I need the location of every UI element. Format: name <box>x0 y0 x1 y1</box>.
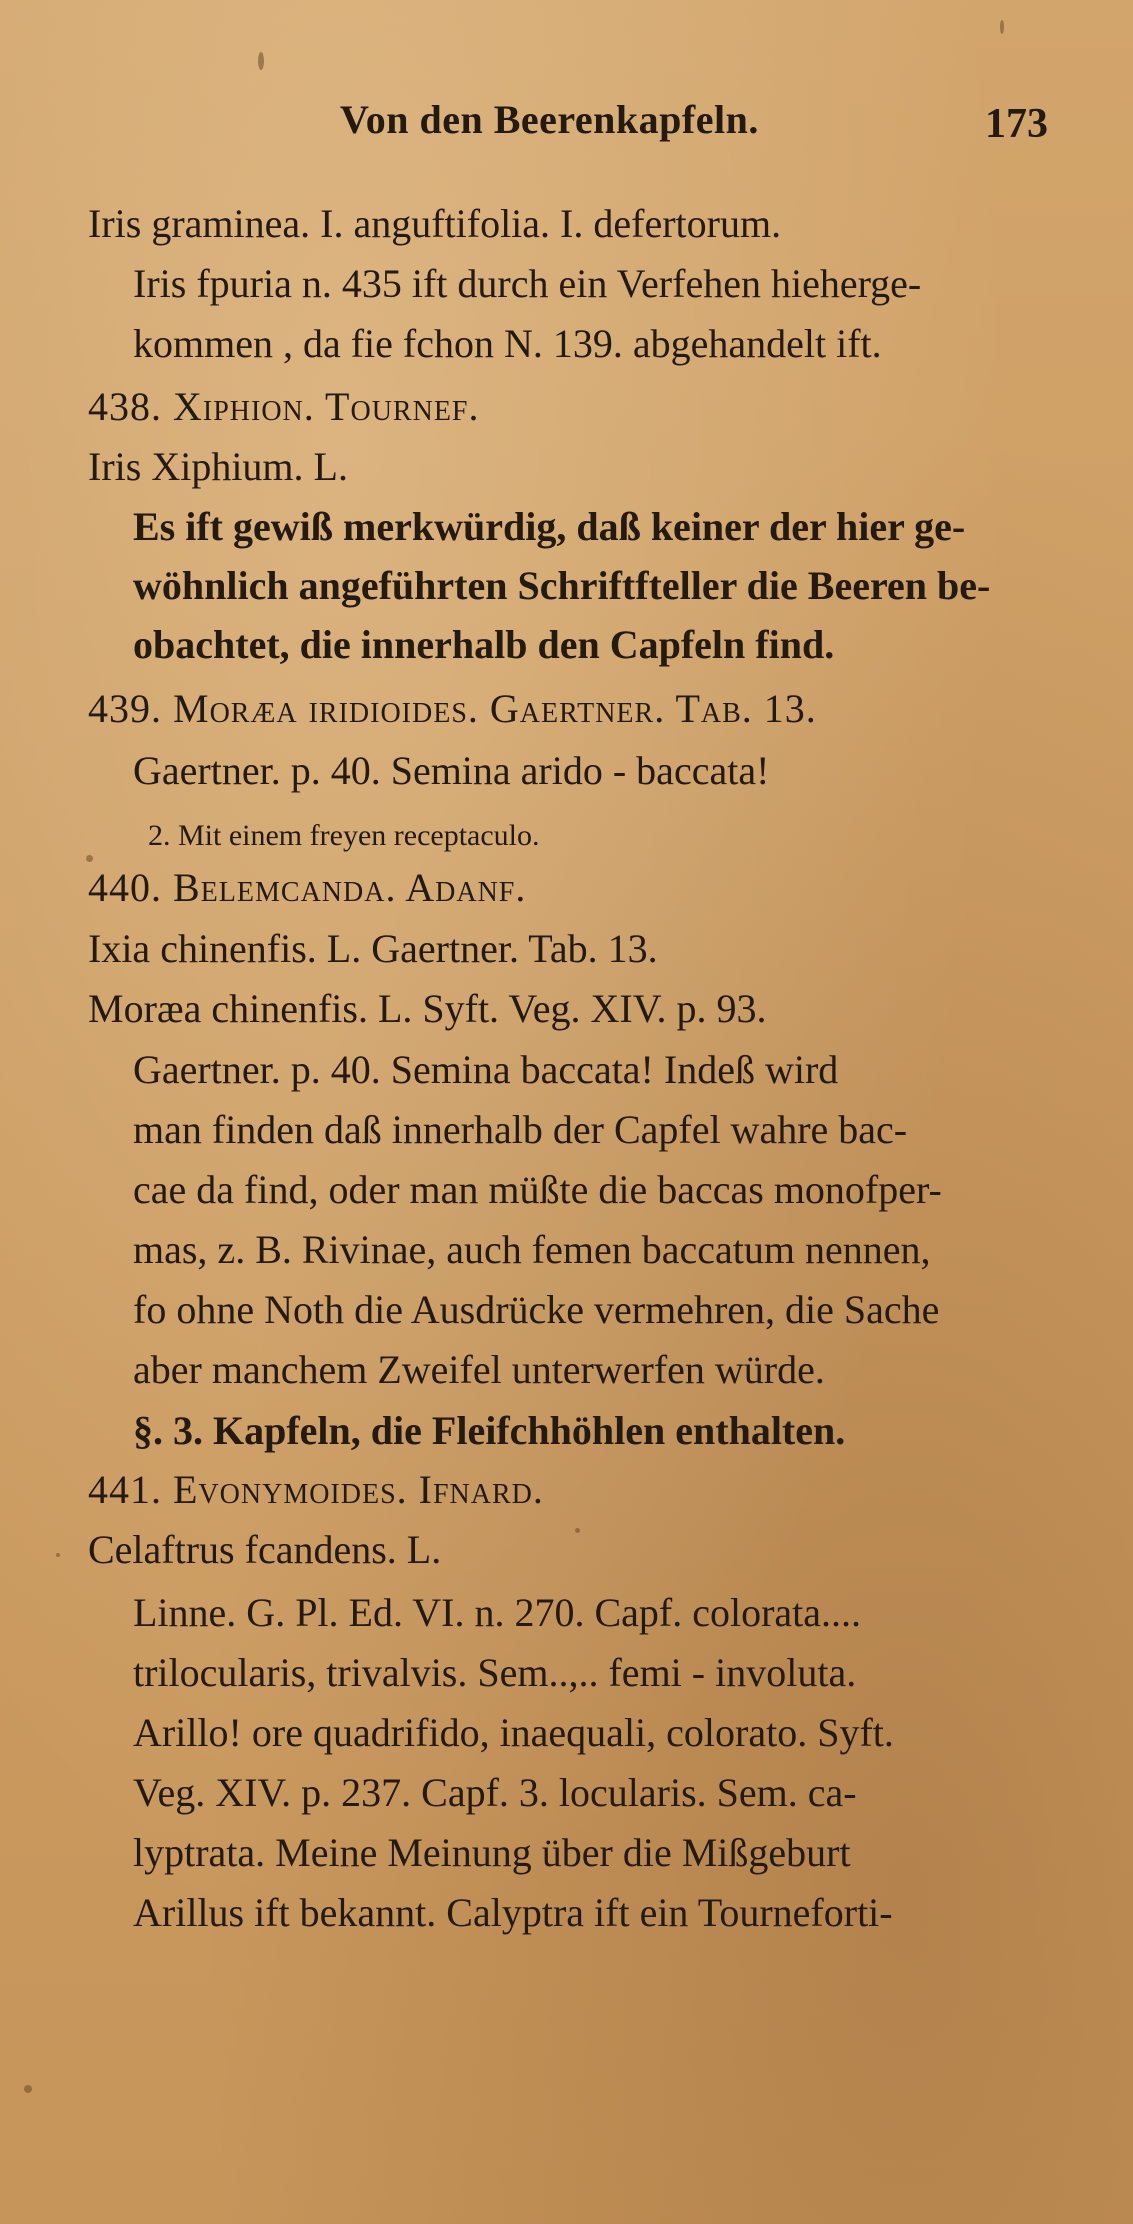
text-line: Gaertner. p. 40. Semina baccata! Indeß wird <box>133 1047 839 1092</box>
text-line: Arillo! ore quadrifido, inaequali, colorato. Syft. <box>133 1710 894 1755</box>
text-line: cae da find, oder man müßte die baccas monofper- <box>133 1167 942 1212</box>
text-line: wöhnlich angeführten Schriftfteller die Beeren be- <box>133 563 991 608</box>
text-line: kommen , da fie fchon N. 139. abgehandelt ift. <box>133 321 882 366</box>
text-line: Es ift gewiß merkwürdig, daß keiner der hier ge- <box>133 504 966 549</box>
genus-heading: 438. Xiphion. Tournef. <box>88 384 480 429</box>
page-number: 173 <box>985 101 1048 147</box>
text-line: Gaertner. p. 40. Semina arido - baccata! <box>133 748 770 793</box>
paper-speck <box>258 52 264 70</box>
running-title: Von den Beerenkapfeln. <box>340 97 759 142</box>
text-line: fo ohne Noth die Ausdrücke vermehren, die Sache <box>133 1287 940 1332</box>
text-line: Moræa chinenfis. L. Syft. Veg. XIV. p. 93. <box>88 986 767 1031</box>
text-line: man finden daß innerhalb der Capfel wahre bac- <box>133 1107 908 1152</box>
text-line: aber manchem Zweifel unterwerfen würde. <box>133 1347 825 1392</box>
text-line: trilocularis, trivalvis. Sem..,.. femi - involuta. <box>133 1650 857 1695</box>
subsection-line: 2. Mit einem freyen receptaculo. <box>148 819 540 852</box>
text-line: mas, z. B. Rivinae, auch femen baccatum nennen, <box>133 1227 931 1272</box>
genus-heading: 440. Belemcanda. Adanf. <box>88 865 527 910</box>
text-line: obachtet, die innerhalb den Capfeln find. <box>133 622 835 667</box>
text-line: Arillus ift bekannt. Calyptra ift ein Tourneforti- <box>133 1890 893 1935</box>
text-line: Veg. XIV. p. 237. Capf. 3. locularis. Sem. ca- <box>133 1770 857 1815</box>
text-line: Ixia chinenfis. L. Gaertner. Tab. 13. <box>88 926 658 971</box>
paper-speck <box>24 2085 32 2093</box>
text-line: Linne. G. Pl. Ed. VI. n. 270. Capf. colorata.... <box>133 1590 862 1635</box>
genus-heading: 441. Evonymoides. Ifnard. <box>88 1467 544 1512</box>
paper-speck <box>56 1553 60 1557</box>
text-line: Celaftrus fcandens. L. <box>88 1527 442 1572</box>
text-line: Iris graminea. I. anguftifolia. I. defertorum. <box>88 201 782 246</box>
text-line: lyptrata. Meine Meinung über die Mißgeburt <box>133 1830 851 1875</box>
page-header <box>0 96 1133 156</box>
genus-heading: 439. Moræa iridioides. Gaertner. Tab. 13. <box>88 686 817 731</box>
text-line: Iris Xiphium. L. <box>88 444 348 489</box>
paper-speck <box>1000 20 1004 34</box>
paper-speck <box>86 855 93 862</box>
section-heading: §. 3. Kapfeln, die Fleifchhöhlen enthalten. <box>133 1408 846 1453</box>
text-line: Iris fpuria n. 435 ift durch ein Verfehen hieherge- <box>133 261 922 306</box>
paper-speck <box>575 1528 580 1533</box>
